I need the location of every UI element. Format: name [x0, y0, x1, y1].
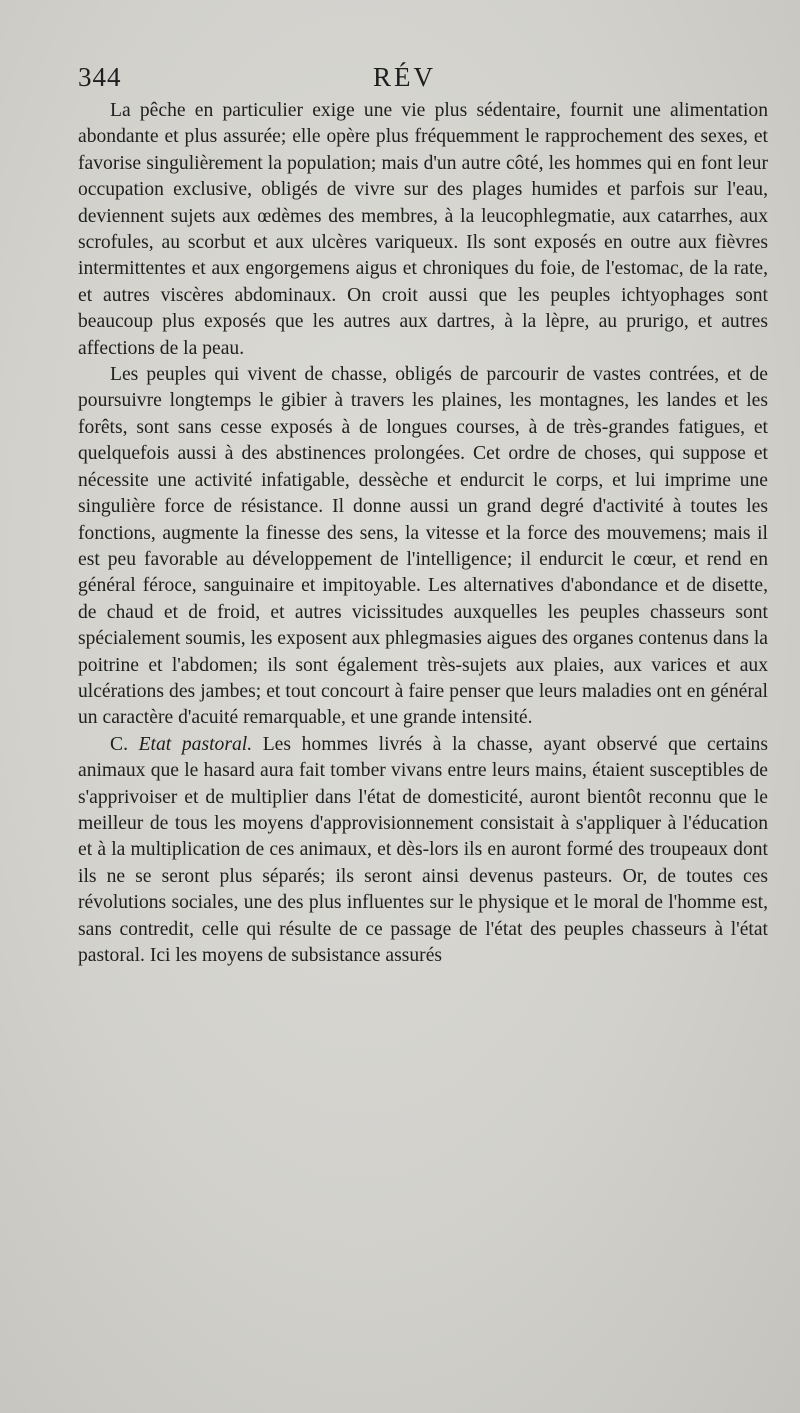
- section-title: Etat pastoral.: [138, 733, 253, 755]
- paragraph-pastoral: [78, 732, 768, 970]
- section-label: C.: [110, 733, 128, 755]
- running-head: RÉV: [373, 62, 436, 92]
- body-text: [78, 98, 768, 969]
- page-header: [78, 62, 742, 98]
- section-body: Les hommes livrés à la chasse, ayant observé que certains animaux que le hasard aura fait tomber vivans entre leurs mains, étaient susceptibles de s'apprivoiser et de multiplier dans l'état de domesticité, auront bientôt reconnu que le meilleur de tous les moyens d'approvisionnement consistait à s'appliquer à l'éducation et à la multiplication de ces animaux, et dès-lors ils en auront formé des troupeaux dont ils ne se seront plus séparés; ils seront ainsi devenus pasteurs. Or, de toutes ces révolutions sociales, une des plus influentes sur le physique et le moral de l'homme est, sans contredit, celle qui résulte de ce passage de l'état des peuples chasseurs à l'état pastoral. Ici les moyens de subsistance assurés: [78, 733, 768, 966]
- paragraph-fishing: La pêche en particulier exige une vie plus sédentaire, fournit une alimentation abondante et plus assurée; elle opère plus fréquemment le rapprochement des sexes, et favorise singulièrement la population; mais d'un autre côté, les hommes qui en font leur occupation exclusive, obligés de vivre sur des plages humides et parfois sur l'eau, deviennent sujets aux œdèmes des membres, à la leucophlegmatie, aux catarrhes, aux scrofules, au scorbut et aux ulcères variqueux. Ils sont exposés en outre aux fièvres intermittentes et aux engorgemens aigus et chroniques du foie, de l'estomac, de la rate, et autres viscères abdominaux. On croit aussi que les peuples ichtyophages sont beaucoup plus exposés que les autres aux dartres, à la lèpre, au prurigo, et autres affections de la peau.: [78, 100, 768, 359]
- paragraph-hunting: Les peuples qui vivent de chasse, obligés de parcourir de vastes contrées, et de poursuivre longtemps le gibier à travers les plaines, les montagnes, les landes et les forêts, sont sans cesse exposés à de longues courses, à de très-grandes fatigues, et quelquefois aussi à des abstinences prolongées. Cet ordre de choses, qui suppose et nécessite une activité infatigable, dessèche et endurcit le corps, et lui imprime une singulière force de résistance. Il donne aussi un grand degré d'activité à toutes les fonctions, augmente la finesse des sens, la vitesse et la force des mouvemens; mais il est peu favorable au développement de l'intelligence; il endurcit le cœur, et rend en général féroce, sanguinaire et impitoyable. Les alternatives d'abondance et de disette, de chaud et de froid, et autres vicissitudes auxquelles les peuples chasseurs sont spécialement soumis, les exposent aux phlegmasies aigues des organes contenus dans la poitrine et l'abdomen; ils sont également très-sujets aux plaies, aux varices et aux ulcérations des jambes; et tout concourt à faire penser que leurs maladies ont en général un caractère d'acuité remarquable, et une grande intensité.: [78, 364, 768, 729]
- page-number: 344: [78, 62, 122, 92]
